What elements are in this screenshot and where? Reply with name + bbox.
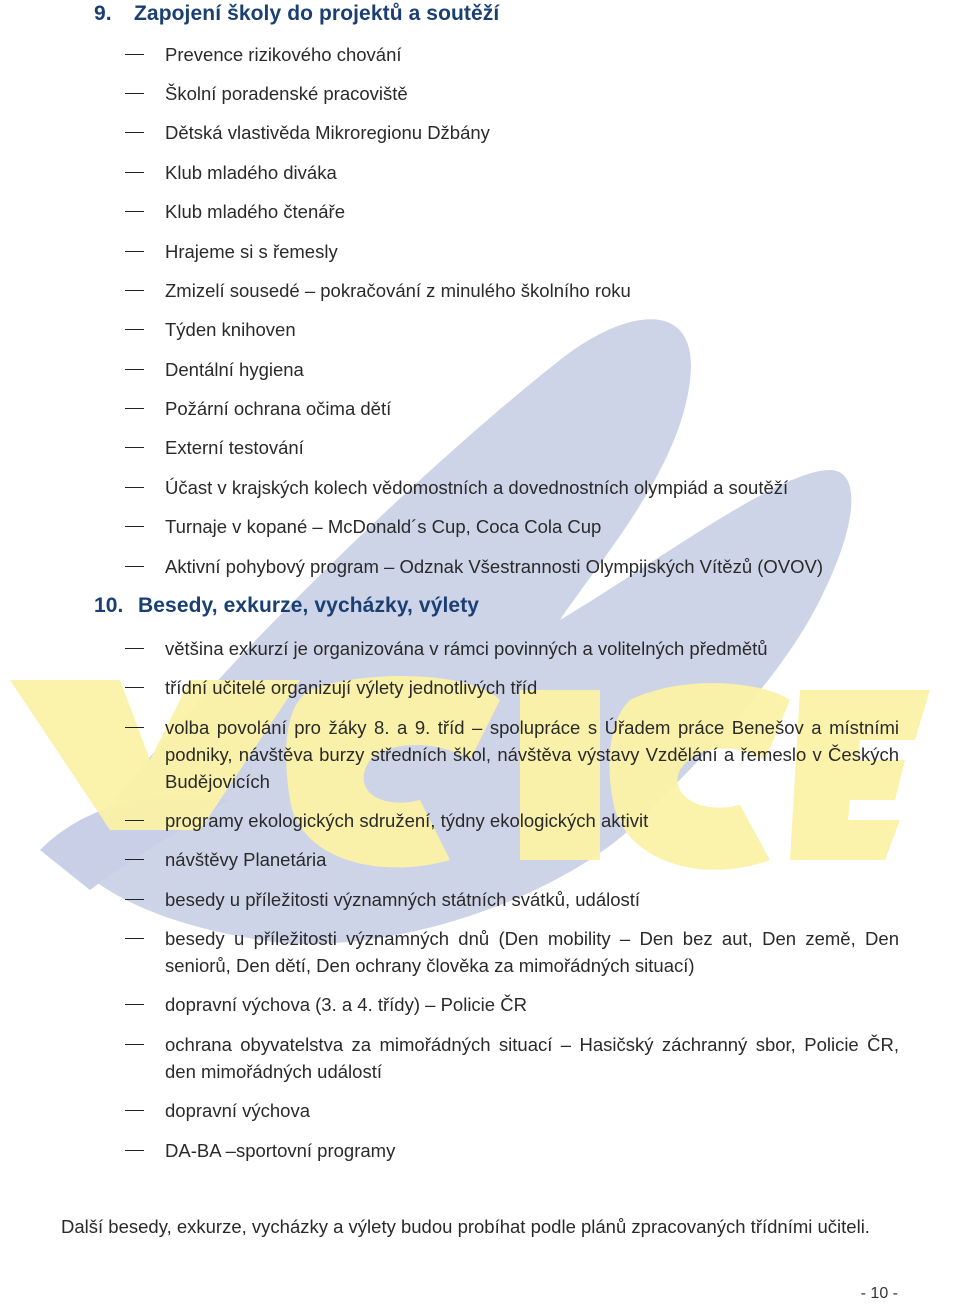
- list-item: ochrana obyvatelstva za mimořádných situací – Hasičský záchranný sbor, Policie ČR, den mimořádných událostí: [165, 1031, 899, 1085]
- dash-bullet-icon: [125, 820, 144, 821]
- list-item: Požární ochrana očima dětí: [165, 395, 899, 422]
- list-item: dopravní výchova (3. a 4. třídy) – Policie ČR: [165, 991, 899, 1018]
- dash-bullet-icon: [125, 93, 144, 94]
- list-item: Zmizelí sousedé – pokračování z minulého školního roku: [165, 277, 899, 304]
- list-item: DA-BA –sportovní programy: [165, 1137, 899, 1164]
- dash-bullet-icon: [125, 727, 144, 728]
- dash-bullet-icon: [125, 487, 144, 488]
- list-item: třídní učitelé organizují výlety jednotlivých tříd: [165, 674, 899, 701]
- dash-bullet-icon: [125, 329, 144, 330]
- dash-bullet-icon: [125, 251, 144, 252]
- dash-bullet-icon: [125, 899, 144, 900]
- list-item: programy ekologických sdružení, týdny ekologických aktivit: [165, 807, 899, 834]
- dash-bullet-icon: [125, 1004, 144, 1005]
- dash-bullet-icon: [125, 1110, 144, 1111]
- list-item: volba povolání pro žáky 8. a 9. tříd – spolupráce s Úřadem práce Benešov a místními podniky, návštěva burzy středních škol, návštěva výstavy Vzdělání a řemeslo v Českých Budějovicích: [165, 714, 899, 795]
- dash-bullet-icon: [125, 290, 144, 291]
- list-item: Hrajeme si s řemesly: [165, 238, 899, 265]
- list-item: většina exkurzí je organizována v rámci povinných a volitelných předmětů: [165, 635, 899, 662]
- list-item: Dětská vlastivěda Mikroregionu Džbány: [165, 119, 899, 146]
- list-item: Školní poradenské pracoviště: [165, 80, 899, 107]
- section-heading-9: [94, 2, 499, 26]
- dash-bullet-icon: [125, 566, 144, 567]
- section-heading-10: [94, 594, 479, 618]
- section-number: 9.: [94, 2, 112, 25]
- list-item: Klub mladého čtenáře: [165, 198, 899, 225]
- list-item: besedy u příležitosti významných státních svátků, událostí: [165, 886, 899, 913]
- dash-bullet-icon: [125, 938, 144, 939]
- page-number: - 10 -: [860, 1285, 898, 1302]
- dash-bullet-icon: [125, 369, 144, 370]
- dash-bullet-icon: [125, 1044, 144, 1045]
- dash-bullet-icon: [125, 172, 144, 173]
- list-item: Účast v krajských kolech vědomostních a dovednostních olympiád a soutěží: [165, 474, 899, 501]
- list-item: Týden knihoven: [165, 316, 899, 343]
- dash-bullet-icon: [125, 408, 144, 409]
- dash-bullet-icon: [125, 132, 144, 133]
- dash-bullet-icon: [125, 211, 144, 212]
- list-item: Aktivní pohybový program – Odznak Všestrannosti Olympijských Vítězů (OVOV): [165, 553, 899, 580]
- dash-bullet-icon: [125, 687, 144, 688]
- dash-bullet-icon: [125, 859, 144, 860]
- list-item: Dentální hygiena: [165, 356, 899, 383]
- dash-bullet-icon: [125, 1150, 144, 1151]
- list-item: besedy u příležitosti významných dnů (Den mobility – Den bez aut, Den země, Den seniorů, Den dětí, Den ochrany člověka za mimořádných situací): [165, 925, 899, 979]
- list-item: návštěvy Planetária: [165, 846, 899, 873]
- list-item: Prevence rizikového chování: [165, 41, 899, 68]
- section-title: Zapojení školy do projektů a soutěží: [134, 2, 500, 25]
- list-item: Klub mladého diváka: [165, 159, 899, 186]
- dash-bullet-icon: [125, 54, 144, 55]
- list-item: Externí testování: [165, 434, 899, 461]
- section-title: Besedy, exkurze, vycházky, výlety: [138, 594, 480, 617]
- list-item: dopravní výchova: [165, 1097, 899, 1124]
- dash-bullet-icon: [125, 447, 144, 448]
- list-item: Turnaje v kopané – McDonald´s Cup, Coca Cola Cup: [165, 513, 899, 540]
- closing-paragraph: Další besedy, exkurze, vycházky a výlety budou probíhat podle plánů zpracovaných třídními učiteli.: [61, 1216, 870, 1237]
- dash-bullet-icon: [125, 526, 144, 527]
- dash-bullet-icon: [125, 648, 144, 649]
- section-number: 10.: [94, 594, 124, 617]
